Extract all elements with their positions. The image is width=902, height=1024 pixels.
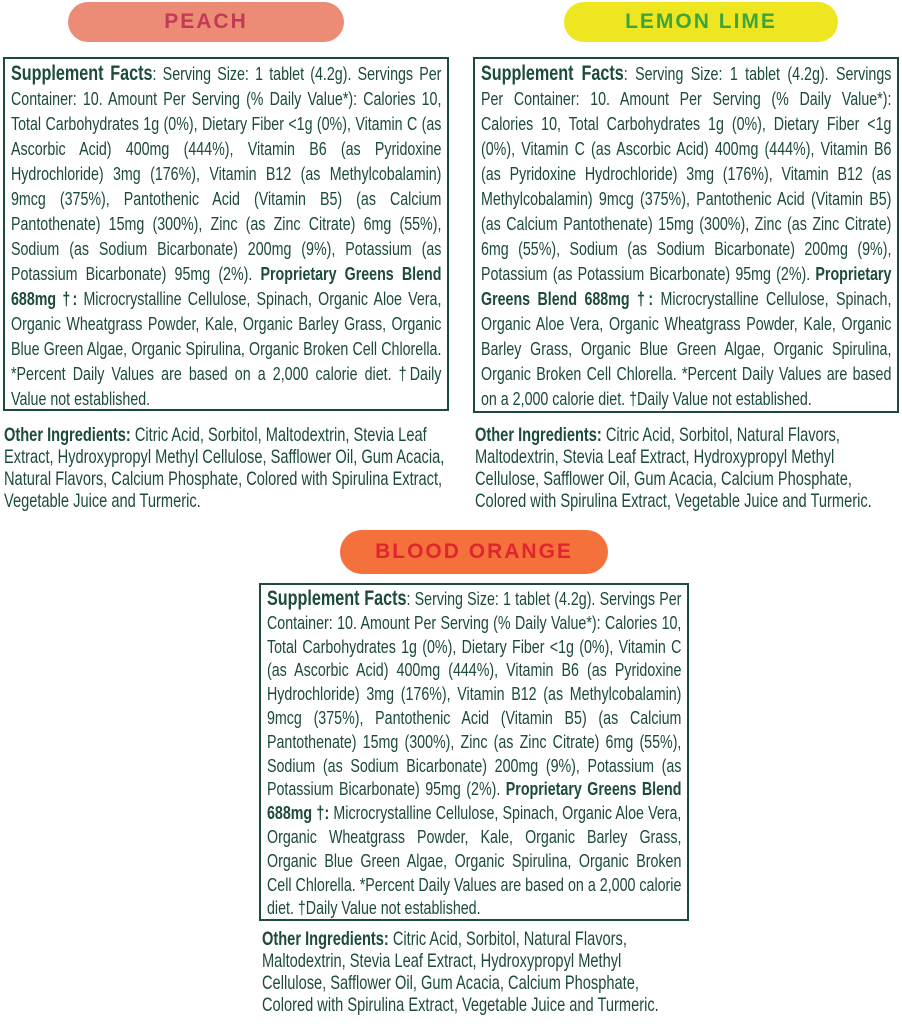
other-ingredients-text: Other Ingredients: Citric Acid, Sorbitol, Maltodextrin, Stevia Leaf Extract, Hydroxypropyl Methyl Cellulose, Safflower Oil, Gum Acacia, Natural Flavors, Calcium Phosphate, Colored with Spirulina Extract, Vegetable Juice and Turmeric.: [4, 424, 445, 512]
other-ingredients-text: Other Ingredients: Citric Acid, Sorbitol, Natural Flavors, Maltodextrin, Stevia Leaf Extract, Hydroxypropyl Methyl Cellulose, Safflower Oil, Gum Acacia, Calcium Phosphate, Colored with Spirulina Extract, Vegetable Juice and Turmeric.: [262, 928, 659, 1016]
flavor-badge-lemon-lime: [564, 2, 838, 42]
supplement-facts-box-blood-orange: [259, 583, 689, 921]
flavor-badge-blood-orange: [340, 530, 608, 574]
flavor-badge-label: BLOOD ORANGE: [375, 540, 573, 563]
flavor-badge-label: PEACH: [164, 10, 248, 33]
other-ingredients-peach: [4, 424, 448, 512]
flavor-badge-peach: [68, 2, 344, 42]
flavor-badge-label: LEMON LIME: [625, 10, 777, 33]
other-ingredients-lemon-lime: [475, 424, 899, 512]
supplement-facts-box-peach: [3, 57, 449, 411]
supplement-facts-text: Supplement Facts: Serving Size: 1 tablet (4.2g). Servings Per Container: 10. Amount Per Serving (% Daily Value*): Calories 10, Total Carbohydrates 1g (0%), Dietary Fiber <1g (0%), Vitamin C (as Ascorbic Acid) 400mg (444%), Vitamin B6 (as Pyridoxine Hydrochloride) 3mg (176%), Vitamin B12 (as Methylcobalamin) 9mcg (375%), Pantothenic Acid (Vitamin B5) (as Calcium Pantothenate) 15mg (300%), Zinc (as Zinc Citrate) 6mg (55%), Sodium (as Sodium Bicarbonate) 200mg (9%), Potassium (as Potassium Bicarbonate) 95mg (2%). Proprietary Greens Blend 688mg †: Microcrystalline Cellulose, Spinach, Organic Aloe Vera, Organic Wheatgrass Powder, Kale, Organic Barley Grass, Organic Blue Green Algae, Organic Spirulina, Organic Broken Cell Chlorella. *Percent Daily Values are based on a 2,000 calorie diet. †Daily Value not established.: [11, 62, 442, 409]
supplement-facts-box-lemon-lime: [473, 57, 899, 413]
supplement-facts-text: Supplement Facts: Serving Size: 1 tablet (4.2g). Servings Per Container: 10. Amount Per Serving (% Daily Value*): Calories 10, Total Carbohydrates 1g (0%), Dietary Fiber <1g (0%), Vitamin C (as Ascorbic Acid) 400mg (444%), Vitamin B6 (as Pyridoxine Hydrochloride) 3mg (176%), Vitamin B12 (as Methylcobalamin) 9mcg (375%), Pantothenic Acid (Vitamin B5) (as Calcium Pantothenate) 15mg (300%), Zinc (as Zinc Citrate) 6mg (55%), Sodium (as Sodium Bicarbonate) 200mg (9%), Potassium (as Potassium Bicarbonate) 95mg (2%). Proprietary Greens Blend 688mg †: Microcrystalline Cellulose, Spinach, Organic Aloe Vera, Organic Wheatgrass Powder, Kale, Organic Barley Grass, Organic Blue Green Algae, Organic Spirulina, Organic Broken Cell Chlorella. *Percent Daily Values are based on a 2,000 calorie diet. †Daily Value not established.: [481, 62, 892, 409]
supplement-facts-text: Supplement Facts: Serving Size: 1 tablet (4.2g). Servings Per Container: 10. Amount Per Serving (% Daily Value*): Calories 10, Total Carbohydrates 1g (0%), Dietary Fiber <1g (0%), Vitamin C (as Ascorbic Acid) 400mg (444%), Vitamin B6 (as Pyridoxine Hydrochloride) 3mg (176%), Vitamin B12 (as Methylcobalamin) 9mcg (375%), Pantothenic Acid (Vitamin B5) (as Calcium Pantothenate) 15mg (300%), Zinc (as Zinc Citrate) 6mg (55%), Sodium (as Sodium Bicarbonate) 200mg (9%), Potassium (as Potassium Bicarbonate) 95mg (2%). Proprietary Greens Blend 688mg †: Microcrystalline Cellulose, Spinach, Organic Aloe Vera, Organic Wheatgrass Powder, Kale, Organic Barley Grass, Organic Blue Green Algae, Organic Spirulina, Organic Broken Cell Chlorella. *Percent Daily Values are based on a 2,000 calorie diet. †Daily Value not established.: [267, 587, 682, 919]
other-ingredients-blood-orange: [262, 928, 688, 1016]
other-ingredients-text: Other Ingredients: Citric Acid, Sorbitol, Natural Flavors, Maltodextrin, Stevia Leaf Extract, Hydroxypropyl Methyl Cellulose, Safflower Oil, Gum Acacia, Calcium Phosphate, Colored with Spirulina Extract, Vegetable Juice and Turmeric.: [475, 424, 872, 512]
